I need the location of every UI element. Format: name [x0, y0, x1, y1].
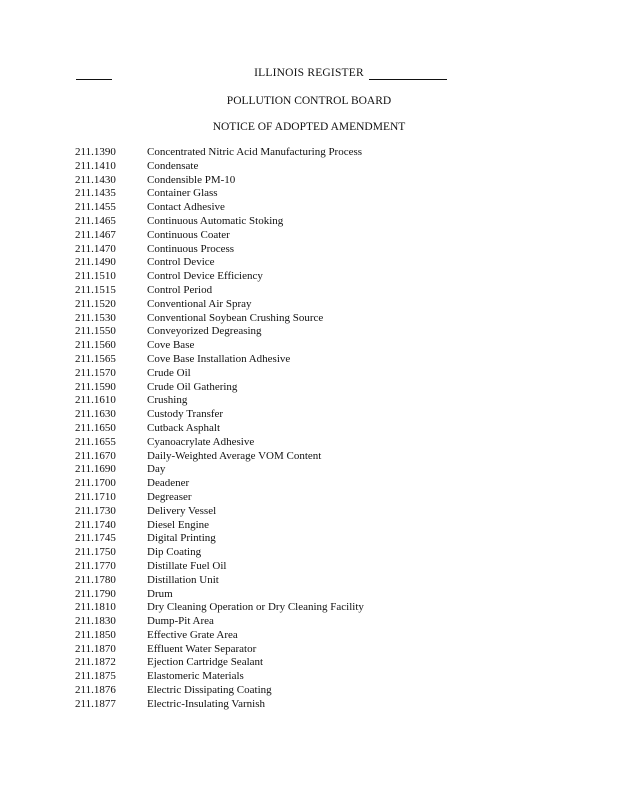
- section-number: 211.1550: [75, 325, 116, 338]
- definition-term: Digital Printing: [147, 532, 216, 545]
- section-number: 211.1790: [75, 587, 116, 600]
- section-number: 211.1780: [75, 573, 116, 586]
- list-item: [0, 450, 618, 464]
- list-item: [0, 229, 618, 243]
- definition-term: Electric Dissipating Coating: [147, 684, 272, 697]
- list-item: [0, 408, 618, 422]
- definition-term: Crude Oil: [147, 366, 191, 379]
- definition-term: Ejection Cartridge Sealant: [147, 656, 264, 669]
- section-number: 211.1410: [75, 159, 116, 172]
- definition-term: Conveyorized Degreasing: [147, 325, 262, 338]
- list-item: [0, 243, 618, 257]
- section-number: 211.1650: [75, 421, 116, 434]
- list-item: [0, 560, 618, 574]
- register-header: [0, 65, 618, 85]
- list-item: [0, 615, 618, 629]
- list-item: [0, 339, 618, 353]
- definition-term: Contact Adhesive: [147, 201, 225, 214]
- list-item: [0, 463, 618, 477]
- list-item: [0, 298, 618, 312]
- section-number: 211.1655: [75, 435, 116, 448]
- definition-term: Day: [147, 463, 166, 476]
- list-item: [0, 187, 618, 201]
- section-number: 211.1870: [75, 642, 116, 655]
- list-item: [0, 312, 618, 326]
- definition-term: Cyanoacrylate Adhesive: [147, 435, 255, 448]
- definition-term: Conventional Soybean Crushing Source: [147, 311, 324, 324]
- list-item: [0, 174, 618, 188]
- section-number: 211.1630: [75, 408, 116, 421]
- list-item: [0, 422, 618, 436]
- section-number: 211.1700: [75, 477, 116, 490]
- list-item: [0, 284, 618, 298]
- section-number: 211.1490: [75, 256, 116, 269]
- list-item: [0, 477, 618, 491]
- definition-term: Effluent Water Separator: [147, 642, 257, 655]
- section-number: 211.1872: [75, 656, 116, 669]
- list-item: [0, 656, 618, 670]
- section-number: 211.1750: [75, 546, 116, 559]
- list-item: [0, 394, 618, 408]
- section-number: 211.1730: [75, 504, 116, 517]
- section-number: 211.1430: [75, 173, 116, 186]
- section-number: 211.1565: [75, 352, 116, 365]
- section-number: 211.1670: [75, 449, 116, 462]
- section-number: 211.1510: [75, 270, 116, 283]
- list-item: [0, 381, 618, 395]
- section-number: 211.1877: [75, 697, 116, 710]
- definition-term: Elastomeric Materials: [147, 670, 244, 683]
- agency-title: POLLUTION CONTROL BOARD: [226, 95, 392, 107]
- list-item: [0, 436, 618, 450]
- definition-term: Diesel Engine: [147, 518, 210, 531]
- list-item: [0, 256, 618, 270]
- definition-term: Daily-Weighted Average VOM Content: [147, 449, 322, 462]
- definition-term: Deadener: [147, 477, 190, 490]
- header-rule-right: [369, 79, 447, 80]
- definition-term: Dip Coating: [147, 546, 202, 559]
- section-number: 211.1465: [75, 214, 116, 227]
- section-number: 211.1560: [75, 339, 116, 352]
- list-item: [0, 270, 618, 284]
- section-number: 211.1875: [75, 670, 116, 683]
- definition-term: Delivery Vessel: [147, 504, 217, 517]
- definition-term: Conventional Air Spray: [147, 297, 252, 310]
- section-number: 211.1470: [75, 242, 116, 255]
- section-number: 211.1876: [75, 684, 116, 697]
- definition-term: Control Device: [147, 256, 215, 269]
- definition-term: Drum: [147, 587, 173, 600]
- section-number: 211.1830: [75, 615, 116, 628]
- definition-term: Cove Base: [147, 339, 195, 352]
- definition-term: Cutback Asphalt: [147, 421, 221, 434]
- section-number: 211.1850: [75, 628, 116, 641]
- definition-term: Control Device Efficiency: [147, 270, 263, 283]
- definition-term: Dry Cleaning Operation or Dry Cleaning Facility: [147, 601, 364, 614]
- section-number: 211.1520: [75, 297, 116, 310]
- section-number: 211.1590: [75, 380, 116, 393]
- definition-term: Control Period: [147, 283, 213, 296]
- definition-term: Electric-Insulating Varnish: [147, 697, 266, 710]
- definition-term: Degreaser: [147, 490, 192, 503]
- definition-term: Condensible PM-10: [147, 173, 236, 186]
- list-item: [0, 643, 618, 657]
- definition-term: Crude Oil Gathering: [147, 380, 238, 393]
- definition-term: Dump-Pit Area: [147, 615, 214, 628]
- list-item: [0, 670, 618, 684]
- list-item: [0, 160, 618, 174]
- list-item: [0, 546, 618, 560]
- list-item: [0, 601, 618, 615]
- list-item: [0, 519, 618, 533]
- definition-term: Container Glass: [147, 187, 218, 200]
- list-item: [0, 574, 618, 588]
- section-number: 211.1515: [75, 283, 116, 296]
- section-number: 211.1455: [75, 201, 116, 214]
- section-number: 211.1610: [75, 394, 116, 407]
- section-number: 211.1740: [75, 518, 116, 531]
- list-item: [0, 367, 618, 381]
- section-number: 211.1770: [75, 559, 116, 572]
- register-title: ILLINOIS REGISTER: [254, 67, 364, 79]
- definition-term: Distillation Unit: [147, 573, 219, 586]
- definition-term: Continuous Automatic Stoking: [147, 214, 284, 227]
- definition-term: Distillate Fuel Oil: [147, 559, 227, 572]
- notice-title: NOTICE OF ADOPTED AMENDMENT: [212, 121, 406, 133]
- definition-term: Continuous Process: [147, 242, 235, 255]
- section-number: 211.1810: [75, 601, 116, 614]
- definition-term: Effective Grate Area: [147, 628, 238, 641]
- definition-term: Concentrated Nitric Acid Manufacturing Process: [147, 146, 363, 158]
- definition-term: Crushing: [147, 394, 188, 407]
- list-item: [0, 146, 618, 160]
- definition-term: Custody Transfer: [147, 408, 224, 421]
- list-item: [0, 215, 618, 229]
- section-number: 211.1710: [75, 490, 116, 503]
- list-item: [0, 325, 618, 339]
- list-item: [0, 629, 618, 643]
- list-item: [0, 698, 618, 712]
- definition-term: Cove Base Installation Adhesive: [147, 352, 291, 365]
- section-number: 211.1390: [75, 146, 116, 158]
- list-item: [0, 353, 618, 367]
- definition-term: Condensate: [147, 159, 199, 172]
- section-number: 211.1570: [75, 366, 116, 379]
- definitions-list: [0, 146, 618, 712]
- section-number: 211.1690: [75, 463, 116, 476]
- list-item: [0, 532, 618, 546]
- section-number: 211.1435: [75, 187, 116, 200]
- list-item: [0, 684, 618, 698]
- section-number: 211.1467: [75, 228, 116, 241]
- list-item: [0, 505, 618, 519]
- header-rule-left: [76, 79, 112, 80]
- list-item: [0, 491, 618, 505]
- section-number: 211.1745: [75, 532, 116, 545]
- list-item: [0, 588, 618, 602]
- section-number: 211.1530: [75, 311, 116, 324]
- list-item: [0, 201, 618, 215]
- definition-term: Continuous Coater: [147, 228, 230, 241]
